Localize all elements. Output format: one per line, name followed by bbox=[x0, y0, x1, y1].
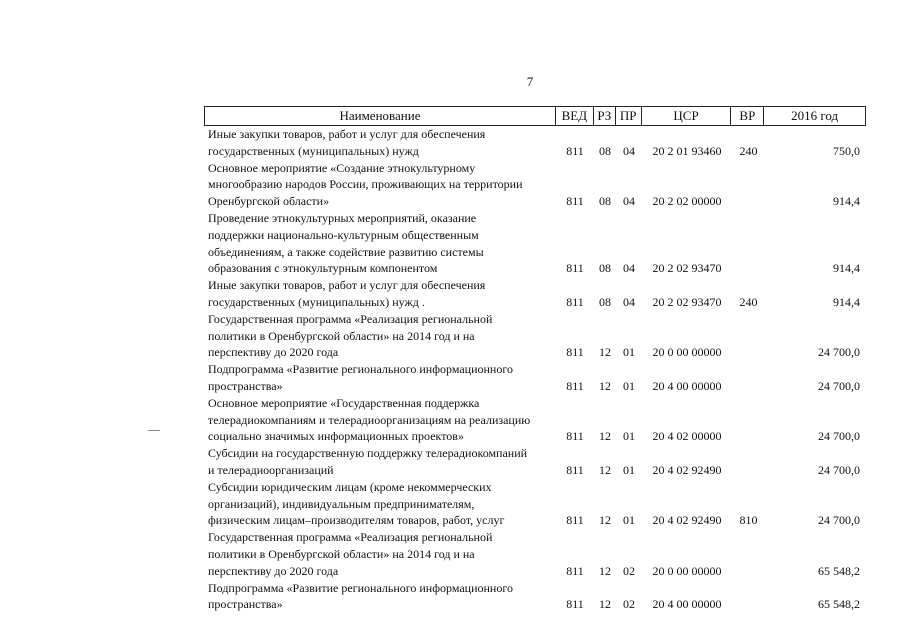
row-name-line: перспективу до 2020 года bbox=[208, 345, 339, 360]
row-pr: 04 bbox=[623, 294, 635, 309]
row-name bbox=[204, 210, 556, 277]
row-amount: 914,4 bbox=[833, 261, 860, 276]
row-ved: 811 bbox=[566, 462, 584, 477]
row-csr: 20 2 01 93460 bbox=[652, 143, 722, 158]
row-rz: 12 bbox=[599, 345, 611, 360]
row-name bbox=[204, 311, 556, 361]
row-csr: 20 4 02 00000 bbox=[652, 429, 722, 444]
row-amount: 24 700,0 bbox=[818, 513, 860, 528]
table-row bbox=[204, 160, 866, 210]
row-name-line: телерадиокомпаниям и телерадиоорганизациям на реализацию bbox=[208, 412, 531, 427]
table-row bbox=[204, 395, 866, 445]
row-csr: 20 4 00 00000 bbox=[652, 378, 722, 393]
row-csr: 20 4 00 00000 bbox=[652, 597, 722, 612]
row-pr: 01 bbox=[623, 345, 635, 360]
row-name-line: политики в Оренбургской области» на 2014 год и на bbox=[208, 546, 475, 561]
row-name bbox=[204, 479, 556, 529]
row-name-line: Иные закупки товаров, работ и услуг для обеспечения bbox=[208, 127, 486, 141]
row-name-line: политики в Оренбургской области» на 2014 год и на bbox=[208, 328, 475, 343]
row-ved: 811 bbox=[566, 194, 584, 209]
row-csr: 20 0 00 00000 bbox=[652, 345, 722, 360]
row-amount: 65 548,2 bbox=[818, 597, 860, 612]
row-pr: 01 bbox=[623, 462, 635, 477]
row-name-line: Подпрограмма «Развитие регионального информационного bbox=[208, 580, 513, 595]
row-name bbox=[204, 160, 556, 210]
row-rz: 12 bbox=[599, 597, 611, 612]
row-name-line: Государственная программа «Реализация региональной bbox=[208, 530, 493, 545]
table-row bbox=[204, 277, 866, 311]
row-name bbox=[204, 126, 556, 160]
row-name-line: Основное мероприятие «Государственная поддержка bbox=[208, 395, 480, 410]
row-ved: 811 bbox=[566, 345, 584, 360]
row-rz: 12 bbox=[599, 462, 611, 477]
row-rz: 12 bbox=[599, 429, 611, 444]
row-name-line: пространства» bbox=[208, 597, 283, 612]
row-name-line: и телерадиоорганизаций bbox=[208, 462, 334, 477]
row-name-line: образования с этнокультурным компонентом bbox=[208, 261, 438, 276]
row-amount: 24 700,0 bbox=[818, 378, 860, 393]
row-pr: 04 bbox=[623, 261, 635, 276]
row-name-line: государственных (муниципальных) нужд bbox=[208, 143, 419, 158]
row-pr: 01 bbox=[623, 429, 635, 444]
row-amount: 65 548,2 bbox=[818, 563, 860, 578]
row-ved: 811 bbox=[566, 261, 584, 276]
row-name bbox=[204, 445, 556, 479]
table-row bbox=[204, 580, 866, 614]
header-csr: ЦСР bbox=[642, 107, 732, 125]
table-row bbox=[204, 311, 866, 361]
row-name-line: пространства» bbox=[208, 378, 283, 393]
row-rz: 08 bbox=[599, 261, 611, 276]
table-row bbox=[204, 445, 866, 479]
row-ved: 811 bbox=[566, 294, 584, 309]
row-name-line: Подпрограмма «Развитие регионального информационного bbox=[208, 362, 513, 377]
row-pr: 04 bbox=[623, 143, 635, 158]
row-csr: 20 2 02 93470 bbox=[652, 261, 722, 276]
row-ved: 811 bbox=[566, 597, 584, 612]
row-name-line: Основное мероприятие «Создание этнокультурному bbox=[208, 160, 476, 175]
row-pr: 02 bbox=[623, 563, 635, 578]
row-amount: 914,4 bbox=[833, 294, 860, 309]
header-vr: ВР bbox=[731, 107, 764, 125]
table-row bbox=[204, 210, 866, 277]
table-row bbox=[204, 529, 866, 579]
row-name bbox=[204, 529, 556, 579]
row-rz: 12 bbox=[599, 513, 611, 528]
row-amount: 914,4 bbox=[833, 194, 860, 209]
row-pr: 01 bbox=[623, 378, 635, 393]
row-csr: 20 2 02 00000 bbox=[652, 194, 722, 209]
margin-mark bbox=[148, 430, 160, 431]
row-amount: 750,0 bbox=[833, 143, 860, 158]
budget-table bbox=[204, 106, 866, 613]
table-header bbox=[204, 106, 866, 126]
row-ved: 811 bbox=[566, 378, 584, 393]
row-amount: 24 700,0 bbox=[818, 345, 860, 360]
table-row bbox=[204, 479, 866, 529]
table-row bbox=[204, 126, 866, 160]
row-name-line: физическим лицам–производителям товаров, работ, услуг bbox=[208, 513, 505, 528]
row-name-line: многообразию народов России, проживающих на территории bbox=[208, 177, 523, 192]
row-name bbox=[204, 361, 556, 395]
row-rz: 08 bbox=[599, 143, 611, 158]
header-name: Наименование bbox=[205, 107, 556, 125]
row-pr: 02 bbox=[623, 597, 635, 612]
row-vr: 810 bbox=[739, 513, 758, 528]
row-csr: 20 0 00 00000 bbox=[652, 563, 722, 578]
row-pr: 01 bbox=[623, 513, 635, 528]
row-name bbox=[204, 277, 556, 311]
row-ved: 811 bbox=[566, 429, 584, 444]
header-year: 2016 год bbox=[791, 108, 839, 123]
row-name-line: Иные закупки товаров, работ и услуг для обеспечения bbox=[208, 278, 486, 293]
row-name-line: перспективу до 2020 года bbox=[208, 563, 339, 578]
row-amount: 24 700,0 bbox=[818, 429, 860, 444]
row-name-line: социально значимых информационных проектов» bbox=[208, 429, 464, 444]
row-name-line: Оренбургской области» bbox=[208, 194, 330, 209]
row-name-line: Проведение этнокультурных мероприятий, оказание bbox=[208, 210, 477, 225]
row-csr: 20 4 02 92490 bbox=[652, 513, 722, 528]
header-rz: РЗ bbox=[594, 107, 616, 125]
row-ved: 811 bbox=[566, 563, 584, 578]
row-name-line: Государственная программа «Реализация региональной bbox=[208, 311, 493, 326]
row-vr: 240 bbox=[739, 294, 758, 309]
row-rz: 12 bbox=[599, 563, 611, 578]
header-pr: ПР bbox=[616, 107, 642, 125]
page-number: 7 bbox=[526, 74, 534, 89]
row-rz: 08 bbox=[599, 194, 611, 209]
row-name-line: организаций), индивидуальным предпринимателям, bbox=[208, 496, 475, 511]
row-name-line: Субсидии на государственную поддержку телерадиокомпаний bbox=[208, 446, 528, 461]
header-ved: ВЕД bbox=[556, 107, 594, 125]
row-name-line: поддержки национально-культурным общественным bbox=[208, 227, 479, 242]
row-csr: 20 4 02 92490 bbox=[652, 462, 722, 477]
row-ved: 811 bbox=[566, 513, 584, 528]
row-name-line: государственных (муниципальных) нужд . bbox=[208, 294, 425, 309]
table-row bbox=[204, 361, 866, 395]
table-body bbox=[204, 126, 866, 613]
row-name bbox=[204, 395, 556, 445]
row-vr: 240 bbox=[739, 143, 758, 158]
row-name-line: объединениям, а также содействие развитию системы bbox=[208, 244, 484, 259]
row-ved: 811 bbox=[566, 143, 584, 158]
row-pr: 04 bbox=[623, 194, 635, 209]
row-name-line: Субсидии юридическим лицам (кроме некоммерческих bbox=[208, 479, 492, 494]
row-rz: 08 bbox=[599, 294, 611, 309]
row-csr: 20 2 02 93470 bbox=[652, 294, 722, 309]
row-name bbox=[204, 580, 556, 614]
row-rz: 12 bbox=[599, 378, 611, 393]
row-amount: 24 700,0 bbox=[818, 462, 860, 477]
